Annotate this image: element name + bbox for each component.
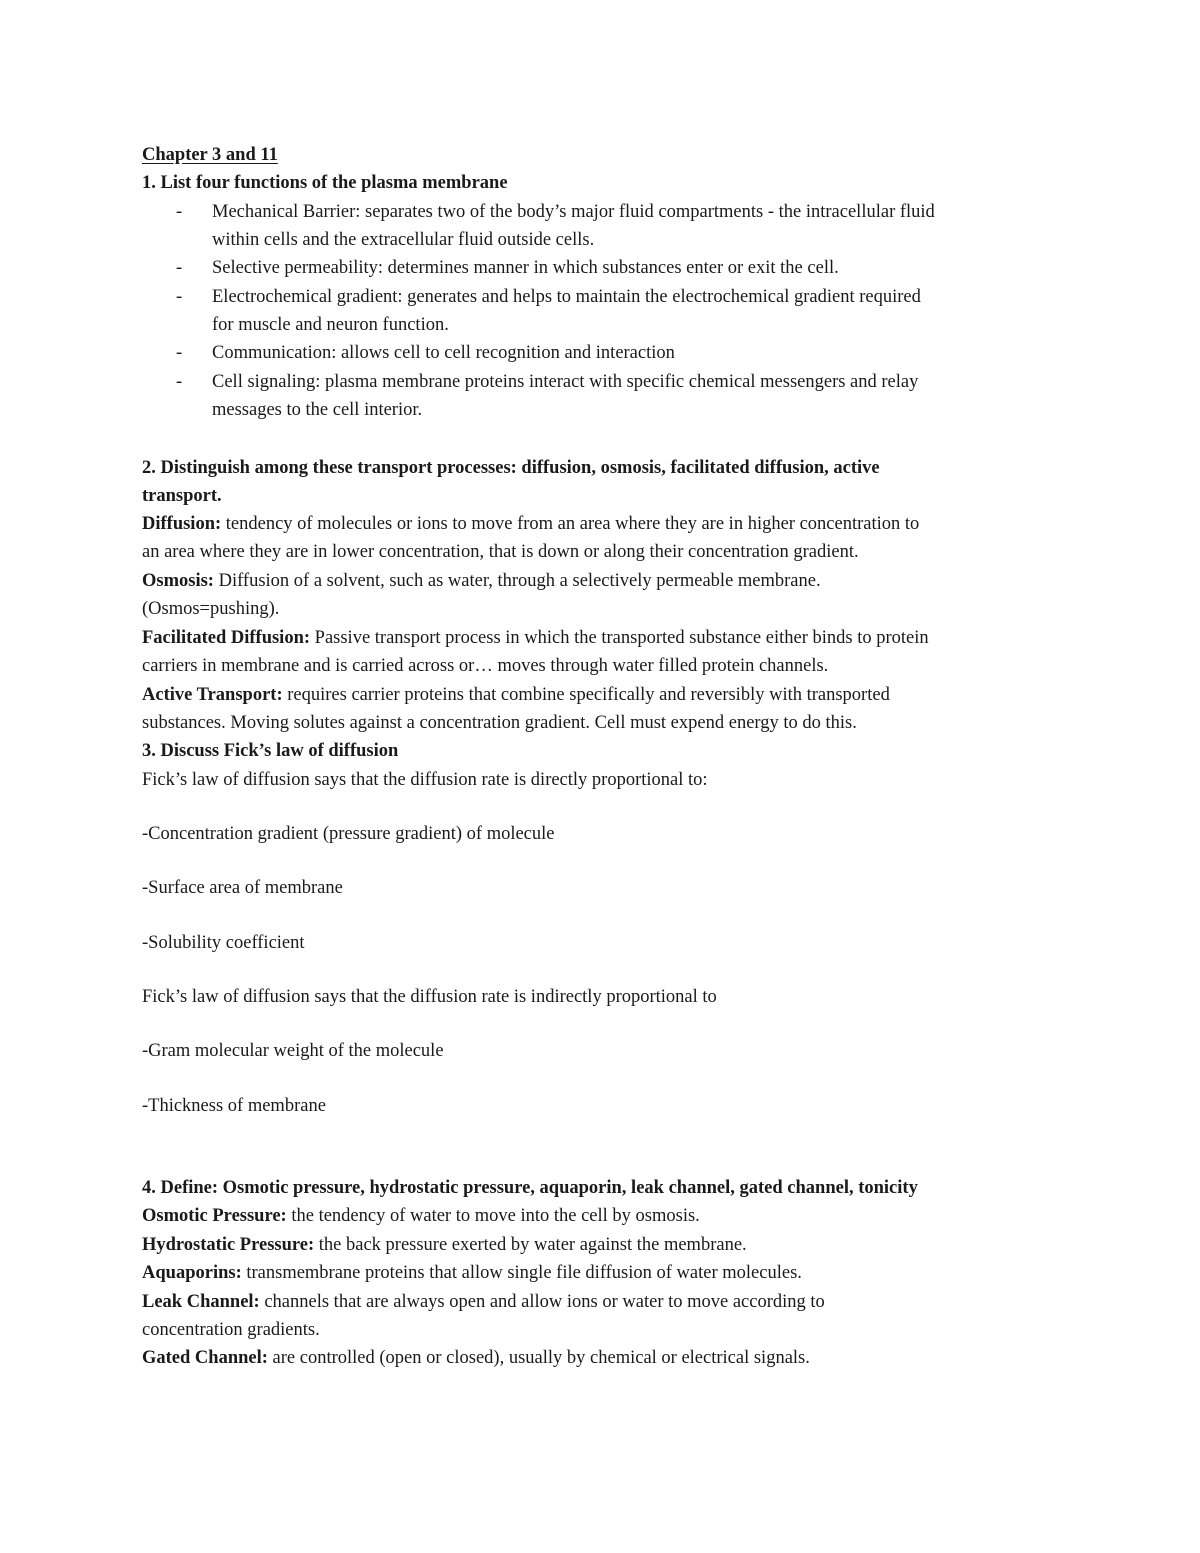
bullet-continuation: within cells and the extracellular fluid outside cells. xyxy=(212,230,595,250)
term-leak-channel: Leak Channel: xyxy=(142,1292,260,1312)
definition-leak-channel xyxy=(142,1288,825,1316)
bullet-selective-permeability: Selective permeability: determines manner in which substances enter or exit the cell. xyxy=(212,258,839,278)
definition-continuation: carriers in membrane and is carried across or… moves through water filled protein channels. xyxy=(142,656,829,676)
definition-gated-channel xyxy=(142,1344,810,1372)
question-2-heading: 2. Distinguish among these transport processes: diffusion, osmosis, facilitated diffusion, active xyxy=(142,458,880,478)
question-1-heading: 1. List four functions of the plasma membrane xyxy=(142,173,508,193)
term-osmotic-pressure: Osmotic Pressure: xyxy=(142,1206,287,1226)
term-active-transport: Active Transport: xyxy=(142,685,283,705)
ficks-law-item: -Thickness of membrane xyxy=(142,1096,326,1116)
bullet-electrochemical-gradient: Electrochemical gradient: generates and helps to maintain the electrochemical gradient required xyxy=(212,287,921,307)
ficks-law-item: -Concentration gradient (pressure gradient) of molecule xyxy=(142,824,555,844)
bullet-communication: Communication: allows cell to cell recognition and interaction xyxy=(212,343,675,363)
term-aquaporins: Aquaporins: xyxy=(142,1263,242,1283)
ficks-law-item: -Gram molecular weight of the molecule xyxy=(142,1041,444,1061)
bullet-cell-signaling: Cell signaling: plasma membrane proteins interact with specific chemical messengers and relay xyxy=(212,372,919,392)
bullet-continuation: messages to the cell interior. xyxy=(212,400,423,420)
definition-continuation: concentration gradients. xyxy=(142,1320,320,1340)
term-diffusion: Diffusion: xyxy=(142,514,222,534)
definition-diffusion xyxy=(142,510,919,538)
definition-continuation: (Osmos=pushing). xyxy=(142,599,280,619)
question-3-heading: 3. Discuss Fick’s law of diffusion xyxy=(142,741,399,761)
term-hydrostatic-pressure: Hydrostatic Pressure: xyxy=(142,1235,315,1255)
bullet-mechanical-barrier: Mechanical Barrier: separates two of the body’s major fluid compartments - the intracellular fluid xyxy=(212,202,935,222)
definition-text: the tendency of water to move into the cell by osmosis. xyxy=(286,1206,700,1226)
definition-text: the back pressure exerted by water against the membrane. xyxy=(314,1235,747,1255)
definition-text: Passive transport process in which the transported substance either binds to protein xyxy=(310,628,929,648)
question-4-heading: 4. Define: Osmotic pressure, hydrostatic pressure, aquaporin, leak channel, gated channel, tonicity xyxy=(142,1178,918,1198)
bullet-continuation: for muscle and neuron function. xyxy=(212,315,449,335)
definition-text: tendency of molecules or ions to move from an area where they are in higher concentration to xyxy=(221,514,920,534)
definition-hydrostatic-pressure xyxy=(142,1231,747,1259)
bullet-dash: - xyxy=(176,287,183,307)
bullet-dash: - xyxy=(176,258,183,278)
question-2-heading-continuation: transport. xyxy=(142,486,222,506)
definition-active-transport xyxy=(142,681,890,709)
ficks-law-indirect-intro: Fick’s law of diffusion says that the diffusion rate is indirectly proportional to xyxy=(142,987,717,1007)
ficks-law-item: -Solubility coefficient xyxy=(142,933,305,953)
definition-aquaporins xyxy=(142,1259,802,1287)
document-title: Chapter 3 and 11 xyxy=(142,145,278,165)
ficks-law-item: -Surface area of membrane xyxy=(142,878,343,898)
ficks-law-direct-intro: Fick’s law of diffusion says that the diffusion rate is directly proportional to: xyxy=(142,770,708,790)
term-osmosis: Osmosis: xyxy=(142,571,214,591)
definition-text: channels that are always open and allow ions or water to move according to xyxy=(259,1292,825,1312)
definition-text: are controlled (open or closed), usually by chemical or electrical signals. xyxy=(267,1348,810,1368)
bullet-dash: - xyxy=(176,343,183,363)
definition-text: Diffusion of a solvent, such as water, through a selectively permeable membrane. xyxy=(213,571,821,591)
definition-continuation: an area where they are in lower concentration, that is down or along their concentration gradient. xyxy=(142,542,859,562)
bullet-dash: - xyxy=(176,372,183,392)
definition-osmotic-pressure xyxy=(142,1202,700,1230)
definition-osmosis xyxy=(142,567,821,595)
definition-continuation: substances. Moving solutes against a concentration gradient. Cell must expend energy to do this. xyxy=(142,713,857,733)
definition-text: transmembrane proteins that allow single file diffusion of water molecules. xyxy=(241,1263,802,1283)
definition-facilitated-diffusion xyxy=(142,624,929,652)
term-gated-channel: Gated Channel: xyxy=(142,1348,268,1368)
definition-text: requires carrier proteins that combine specifically and reversibly with transported xyxy=(282,685,890,705)
term-facilitated-diffusion: Facilitated Diffusion: xyxy=(142,628,311,648)
bullet-dash: - xyxy=(176,202,183,222)
